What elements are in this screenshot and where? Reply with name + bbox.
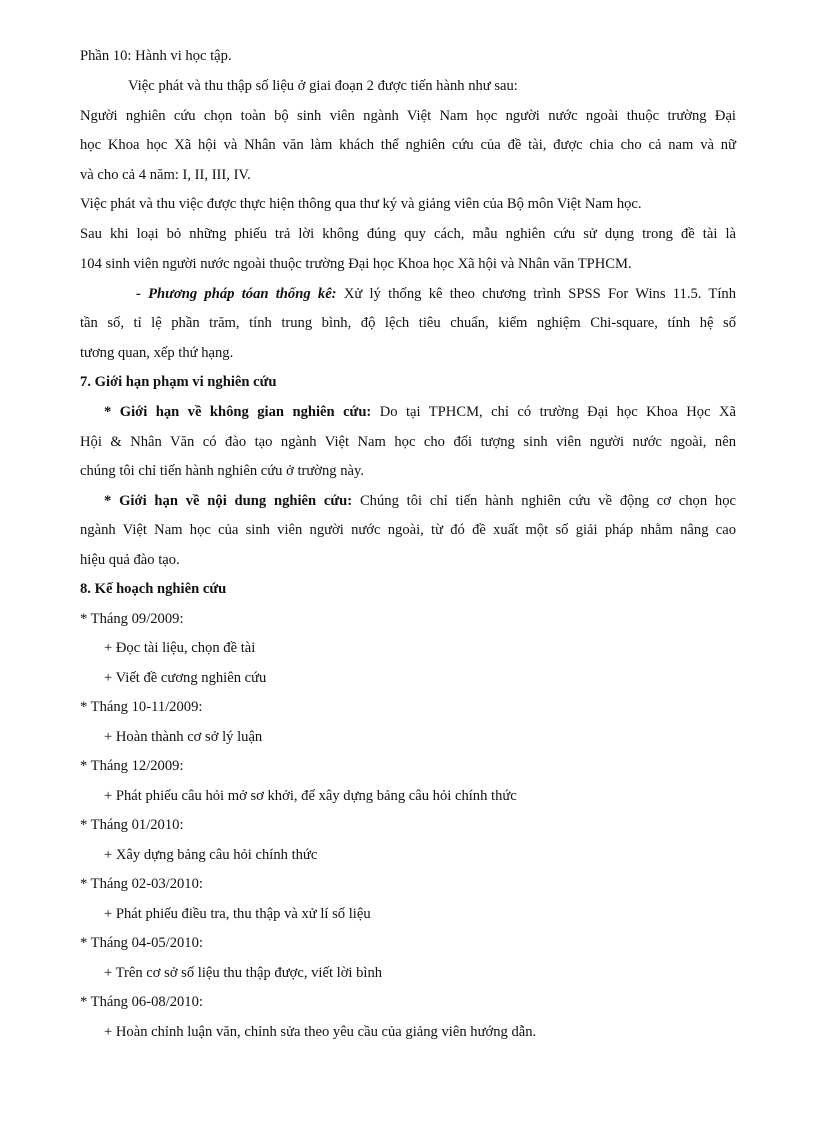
stage2-intro: Việc phát và thu thập số liệu ở giai đoạn 2 được tiến hành như sau:	[128, 78, 518, 94]
filter-line-2: 104 sinh viên người nước ngoài thuộc trường Đại học Khoa học Xã hội và Nhân văn TPHCM.	[80, 256, 632, 272]
content-text-1: Chúng tôi chỉ tiến hành nghiên cứu về động cơ chọn học	[352, 493, 736, 509]
plan-task: + Xây dựng bảng câu hỏi chính thức	[104, 847, 318, 863]
content-line-2: ngành Việt Nam học của sinh viên người nước ngoài, từ đó đề xuất một số giải pháp nhằm nâng cao	[80, 522, 736, 538]
space-text-1: Do tại TPHCM, chỉ có trường Đại học Khoa Học Xã	[371, 404, 736, 420]
plan-month: * Tháng 01/2010:	[80, 817, 184, 833]
section8-heading: 8. Kế hoạch nghiên cứu	[80, 581, 227, 597]
stats-line-3: tương quan, xếp thứ hạng.	[80, 345, 234, 361]
plan-month: * Tháng 02-03/2010:	[80, 876, 203, 892]
section7-heading: 7. Giới hạn phạm vi nghiên cứu	[80, 374, 277, 390]
stats-line-2: tần số, tỉ lệ phần trăm, tính trung bình, độ lệch tiêu chuẩn, kiểm nghiệm Chi-square, tính hệ số	[80, 315, 736, 331]
sample-line-3: và cho cả 4 năm: I, II, III, IV.	[80, 167, 251, 183]
plan-month: * Tháng 04-05/2010:	[80, 935, 203, 951]
plan-task: + Hoàn chỉnh luận văn, chỉnh sửa theo yêu cầu của giảng viên hướng dẫn.	[104, 1024, 537, 1040]
plan-task: + Đọc tài liệu, chọn đề tài	[104, 640, 256, 656]
stats-line-1	[136, 284, 736, 304]
content-line-3: hiệu quả đào tạo.	[80, 552, 180, 568]
sample-line-2: học Khoa học Xã hội và Nhân văn làm khách thể nghiên cứu của đề tài, được chia cho cả nam và nữ	[80, 137, 736, 153]
part10-line: Phần 10: Hành vi học tập.	[80, 48, 232, 64]
stats-text-1: Xử lý thống kê theo chương trình SPSS For Wins 11.5. Tính	[336, 286, 736, 302]
distribution-line: Việc phát và thu việc được thực hiện thông qua thư ký và giảng viên của Bộ môn Việt Nam học.	[80, 196, 642, 212]
filter-line-1: Sau khi loại bỏ những phiếu trả lời không đúng quy cách, mẫu nghiên cứu sử dụng trong đề tài là	[80, 226, 736, 242]
space-line-2: Hội & Nhân Văn có đào tạo ngành Việt Nam học cho đối tượng sinh viên người nước ngoài, nên	[80, 434, 736, 450]
sample-line-1: Người nghiên cứu chọn toàn bộ sinh viên ngành Việt Nam học người nước ngoài thuộc trường Đại	[80, 108, 736, 124]
space-label: * Giới hạn về không gian nghiên cứu:	[104, 404, 372, 420]
plan-task: + Viết đề cương nghiên cứu	[104, 670, 267, 686]
plan-month: * Tháng 09/2009:	[80, 611, 184, 627]
stats-label: - Phương pháp tóan thống kê:	[136, 286, 337, 302]
plan-task: + Trên cơ sở số liệu thu thập được, viết lời bình	[104, 965, 383, 981]
space-line-3: chúng tôi chỉ tiến hành nghiên cứu ở trường này.	[80, 463, 365, 479]
content-line-1	[104, 491, 736, 511]
plan-task: + Hoàn thành cơ sở lý luận	[104, 729, 263, 745]
plan-task: + Phát phiếu câu hỏi mở sơ khởi, để xây dựng bảng câu hỏi chính thức	[104, 788, 517, 804]
plan-task: + Phát phiếu điều tra, thu thập và xử lí số liệu	[104, 906, 371, 922]
space-line-1	[104, 402, 736, 422]
plan-month: * Tháng 06-08/2010:	[80, 994, 203, 1010]
plan-month: * Tháng 10-11/2009:	[80, 699, 203, 715]
content-label: * Giới hạn về nội dung nghiên cứu:	[104, 493, 353, 509]
plan-month: * Tháng 12/2009:	[80, 758, 184, 774]
